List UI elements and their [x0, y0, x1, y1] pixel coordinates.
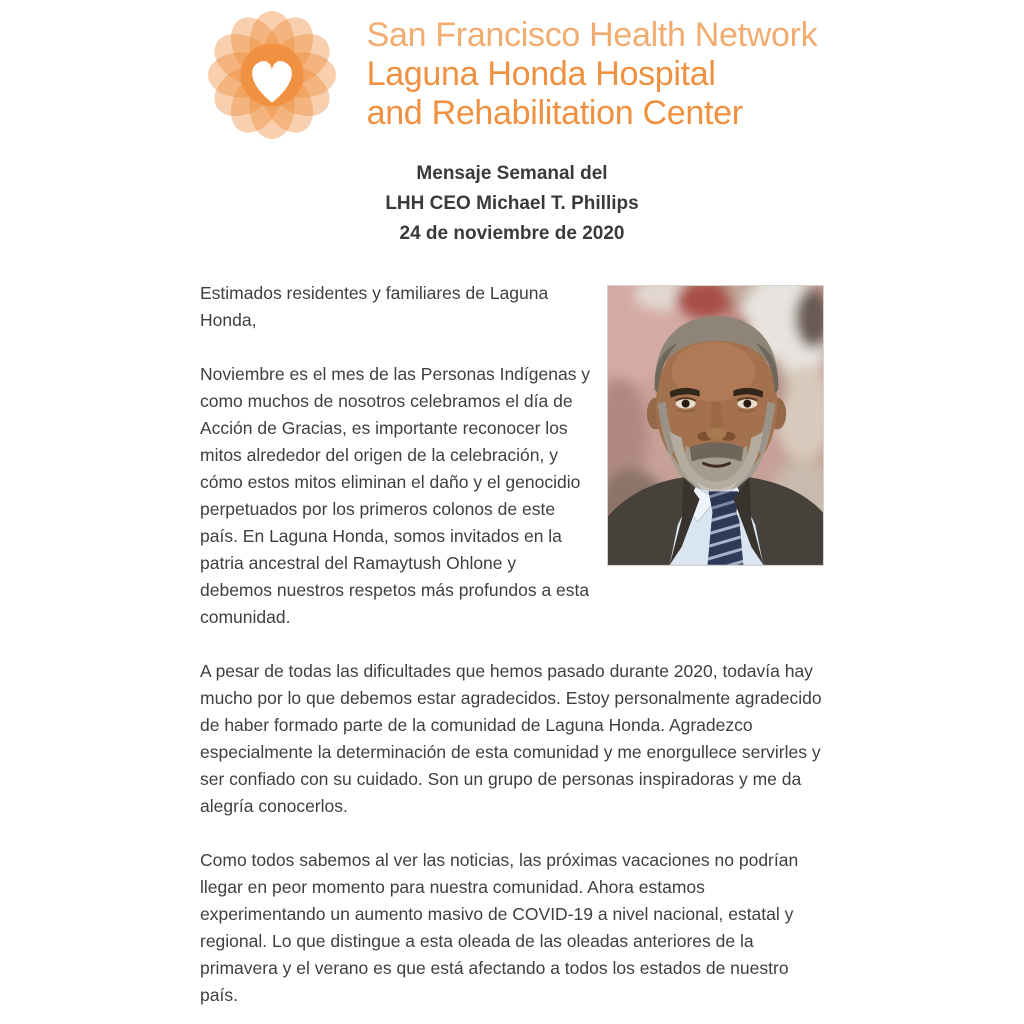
intro-text-column [200, 280, 591, 658]
ceo-portrait-illustration [608, 286, 823, 565]
network-name: San Francisco Health Network [366, 16, 818, 54]
brand-text-block [367, 8, 818, 133]
flower-heart-icon [207, 8, 337, 142]
paragraph-greeting: Estimados residentes y familiares de Laguna Honda, [200, 283, 549, 330]
hospital-name-line1: Laguna Honda Hospital [366, 55, 716, 93]
letter-body [200, 280, 824, 1009]
message-title-line1: Mensaje Semanal del [416, 163, 608, 184]
message-title-block [0, 159, 1024, 249]
ceo-portrait-photo [607, 285, 824, 566]
intro-row [200, 280, 824, 658]
paragraph-covid-surge: Como todos sabemos al ver las noticias, las próximas vacaciones no podrían llegar en peor momento para nuestra comunidad. Ahora estamos experimentando un aumento masivo de COVID-19 a nivel nacional, estatal y regional. Lo que distingue a esta oleada de las oleadas anteriores de la primavera y el verano es que está afectando a todos los estados de nuestro país. [200, 850, 799, 1005]
hospital-name-line2: and Rehabilitation Center [366, 94, 743, 132]
message-title-line2: LHH CEO Michael T. Phillips [385, 193, 639, 214]
sfhn-flower-heart-logo [207, 8, 337, 142]
paragraph-gratitude: A pesar de todas las dificultades que hemos pasado durante 2020, todavía hay mucho por lo que debemos estar agradecidos. Estoy personalmente agradecido de haber formado parte de la comunidad de Laguna Honda. Agradezco especialmente la determinación de esta comunidad y me enorgullece servirles y ser confiado con su cuidado. Son un grupo de personas inspiradoras y me da alegría conocerlos. [200, 661, 822, 816]
newsletter-header [0, 0, 1024, 142]
message-date: 24 de noviembre de 2020 [399, 223, 625, 244]
photo-cell [607, 280, 824, 566]
paragraph-indigenous-month: Noviembre es el mes de las Personas Indígenas y como muchos de nosotros celebramos el día de Acción de Gracias, es importante reconocer los mitos alrededor del origen de la celebración, y cómo estos mitos eliminan el daño y el genocidio perpetuados por los primeros colonos de este país. En Laguna Honda, somos invitados en la patria ancestral del Ramaytush Ohlone y debemos nuestros respetos más profundos a esta comunidad. [200, 364, 591, 627]
